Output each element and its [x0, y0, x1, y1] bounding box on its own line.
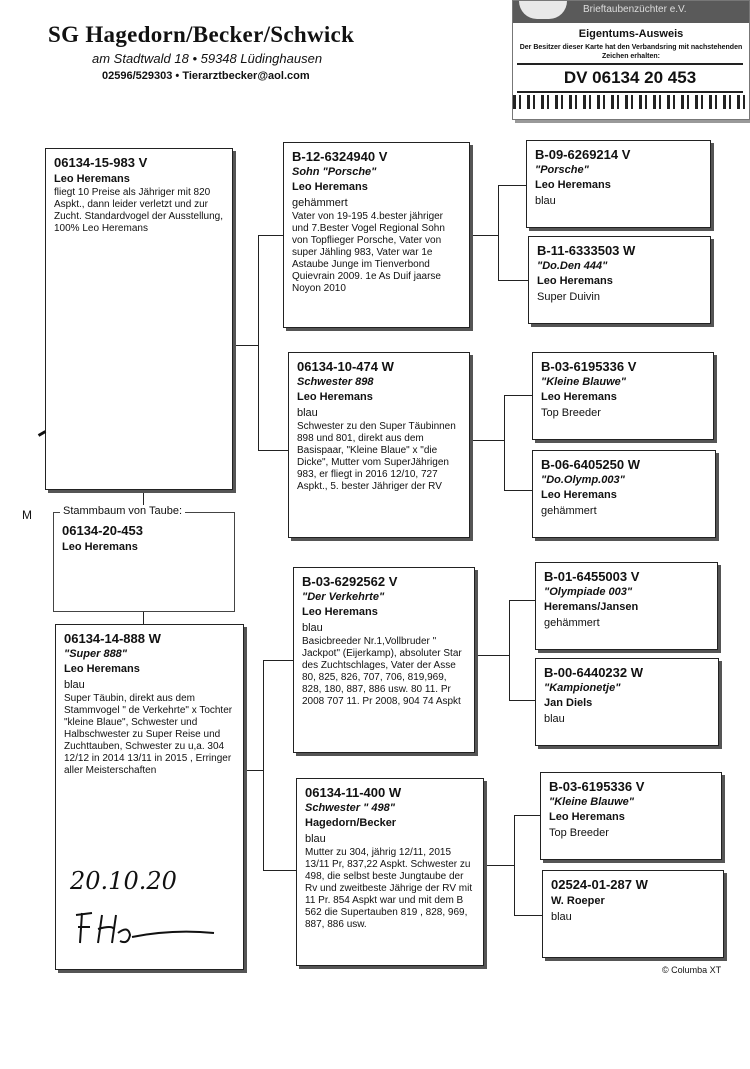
breeder-address: am Stadtwald 18 • 59348 Lüdinghausen [92, 51, 323, 66]
pigeon-name: Schwester 898 [297, 376, 374, 388]
grandsire-maternal-box [293, 567, 475, 753]
connector [498, 280, 528, 281]
great-grandparent-box [540, 772, 722, 860]
connector [514, 915, 542, 916]
description: fliegt 10 Preise als Jähriger mit 820 Aspkt., dann leider verletzt und zur Zucht. Standardvogel der Ausstellung, 100% Leo Heremans [54, 187, 223, 234]
subject-box [53, 512, 235, 612]
handwritten-mark: M [22, 508, 32, 522]
owner: W. Roeper [551, 895, 605, 907]
connector [258, 235, 259, 450]
dam-box [55, 624, 244, 970]
pigeon-name: "Kleine Blauwe" [541, 376, 627, 388]
ring-number: B-01-6455003 V [544, 569, 640, 584]
connector [263, 870, 296, 871]
plumage: gehämmert [541, 505, 597, 517]
connector [484, 865, 514, 866]
connector [258, 235, 283, 236]
pigeon-name: "Do.Olymp.003" [541, 474, 625, 486]
pigeon-name: "Do.Den 444" [537, 260, 608, 272]
breeder-contact: 02596/529303 • Tierarztbecker@aol.com [102, 70, 310, 82]
owner: Leo Heremans [535, 179, 611, 191]
ring-number: B-00-6440232 W [544, 665, 643, 680]
plumage: Top Breeder [541, 407, 601, 419]
connector [470, 440, 504, 441]
description: Basicbreeder Nr.1,Vollbruder " Jackpot" (Eijerkamp), absoluter Star des Zuchtschlages, Vater der Asse 80, 825, 826, 707, 706, 819,969, 828, 180, 887, 886 usw. 80 11. Pr 2008 707 11. Pr 2008, 904 74 Aspkt [302, 636, 462, 707]
connector [498, 185, 499, 280]
pigeon-name: "Olympiade 003" [544, 586, 633, 598]
connector [509, 600, 510, 700]
great-grandparent-box [535, 658, 719, 746]
connector [504, 490, 532, 491]
description: Vater von 19-195 4.bester jähriger und 7.Bester Vogel Regional Sohn von Topflieger Porsche, Vater von super Jähling 983, Vater war 1e Astaube Junge im Tienverbond Quievrain 2009. 1e As Duif jaarse Noyon 2010 [292, 211, 445, 294]
card-text: Der Besitzer dieser Karte hat den Verbandsring mit nachstehenden Zeichen erhalten: [519, 44, 743, 60]
ring-number: B-06-6405250 W [541, 457, 640, 472]
subject-ring: 06134-20-453 [62, 523, 143, 538]
connector [498, 185, 526, 186]
owner: Leo Heremans [292, 181, 368, 193]
pigeon-name: "Porsche" [535, 164, 589, 176]
owner: Hagedorn/Becker [305, 817, 397, 829]
copyright: © Columba XT [662, 965, 722, 975]
connector [263, 660, 293, 661]
pigeon-logo-icon [519, 1, 567, 19]
ring-number: B-12-6324940 V [292, 149, 388, 164]
description: Schwester zu den Super Täubinnen 898 und 801, direkt aus dem Basispaar, "Kleine Blaue" x "die Dicke", Mutter vom SuperJährigen 983, er fliegt in 2016 12/10, 727 Aspkt., 5. bester Jähriger der RV [297, 421, 456, 492]
plumage: blau [544, 713, 565, 725]
card-banner [513, 1, 749, 23]
owner: Leo Heremans [302, 606, 378, 618]
owner: Jan Diels [544, 697, 593, 709]
pigeon-name: "Der Verkehrte" [302, 591, 385, 603]
connector [258, 450, 288, 451]
card-title: Eigentums-Ausweis [578, 28, 684, 40]
ring-number: 06134-11-400 W [305, 785, 402, 800]
connector [509, 600, 535, 601]
owner: Leo Heremans [541, 489, 617, 501]
connector [504, 395, 532, 396]
plumage: blau [302, 622, 323, 634]
breeder-name: SG Hagedorn/Becker/Schwick [48, 22, 355, 47]
owner: Heremans/Jansen [544, 601, 639, 613]
plumage: gehämmert [544, 617, 600, 629]
ring-number: B-03-6195336 V [541, 359, 637, 374]
plumage: gehämmert [292, 197, 348, 209]
owner: Leo Heremans [64, 663, 140, 675]
handwritten-date: 20.10.20 [70, 867, 177, 895]
ownership-card [512, 0, 750, 120]
sire-box [45, 148, 233, 490]
connector [244, 770, 264, 771]
owner: Leo Heremans [549, 811, 625, 823]
great-grandparent-box [526, 140, 711, 228]
pigeon-name: Sohn "Porsche" [292, 166, 377, 178]
pigeon-name: Schwester " 498" [305, 802, 395, 814]
plumage: Super Duivin [537, 291, 600, 303]
ring-number: 06134-10-474 W [297, 359, 394, 374]
connector [509, 700, 535, 701]
great-grandparent-box [532, 450, 716, 538]
great-grandparent-box [528, 236, 711, 324]
pigeon-name: "Kleine Blauwe" [549, 796, 635, 808]
great-grandparent-box [542, 870, 724, 958]
grandsire-paternal-box [283, 142, 470, 328]
owner: Leo Heremans [537, 275, 613, 287]
great-grandparent-box [535, 562, 718, 650]
connector [263, 660, 264, 870]
description: Mutter zu 304, jährig 12/11, 2015 13/11 Pr, 837,22 Aspkt. Schwester zu 498, die selbst beste Jungtaube der Rv und zweitbeste Jährige der RV mit 11 Pr. 854 Aspkt war und mit dem B 562 die Supertauben 819 , 828, 969, 887, 886 usw. [305, 847, 473, 930]
plumage: blau [64, 679, 85, 691]
connector [475, 655, 509, 656]
owner: Leo Heremans [297, 391, 373, 403]
plumage: blau [297, 407, 318, 419]
pigeon-name: "Super 888" [64, 648, 128, 660]
card-org: Brieftaubenzüchter e.V. [583, 4, 687, 15]
plumage: blau [305, 833, 326, 845]
granddam-paternal-box [288, 352, 470, 538]
ring-number: 06134-14-888 W [64, 631, 161, 646]
subject-label: Stammbaum von Taube: [60, 505, 185, 517]
ring-number: B-03-6195336 V [549, 779, 645, 794]
connector [470, 235, 498, 236]
description: Super Täubin, direkt aus dem Stammvogel " de Verkehrte" x Tochter "kleine Blaue", Schwester und Halbschwester zu Super Reise und Zuchttauben, Schwester zu u,a. 304 12/12 in 2014 13/11 in 2015 , Erringer aller Meisterschaften [64, 693, 233, 776]
granddam-maternal-box [296, 778, 484, 966]
ring-number: B-03-6292562 V [302, 574, 398, 589]
connector [143, 612, 144, 624]
signature [72, 907, 222, 949]
owner: Leo Heremans [54, 173, 130, 185]
card-ring-number: DV 06134 20 453 [517, 63, 743, 93]
plumage: blau [551, 911, 572, 923]
connector [514, 815, 540, 816]
plumage: blau [535, 195, 556, 207]
connector [233, 345, 259, 346]
ring-number: 02524-01-287 W [551, 877, 648, 892]
great-grandparent-box [532, 352, 714, 440]
plumage: Top Breeder [549, 827, 609, 839]
owner: Leo Heremans [541, 391, 617, 403]
ring-number: B-11-6333503 W [537, 243, 636, 258]
subject-owner: Leo Heremans [62, 541, 138, 553]
pigeon-name: "Kampionetje" [544, 682, 621, 694]
connector [504, 395, 505, 490]
ring-number: 06134-15-983 V [54, 155, 148, 170]
ring-number: B-09-6269214 V [535, 147, 631, 162]
connector [514, 815, 515, 915]
card-pattern [513, 95, 749, 109]
